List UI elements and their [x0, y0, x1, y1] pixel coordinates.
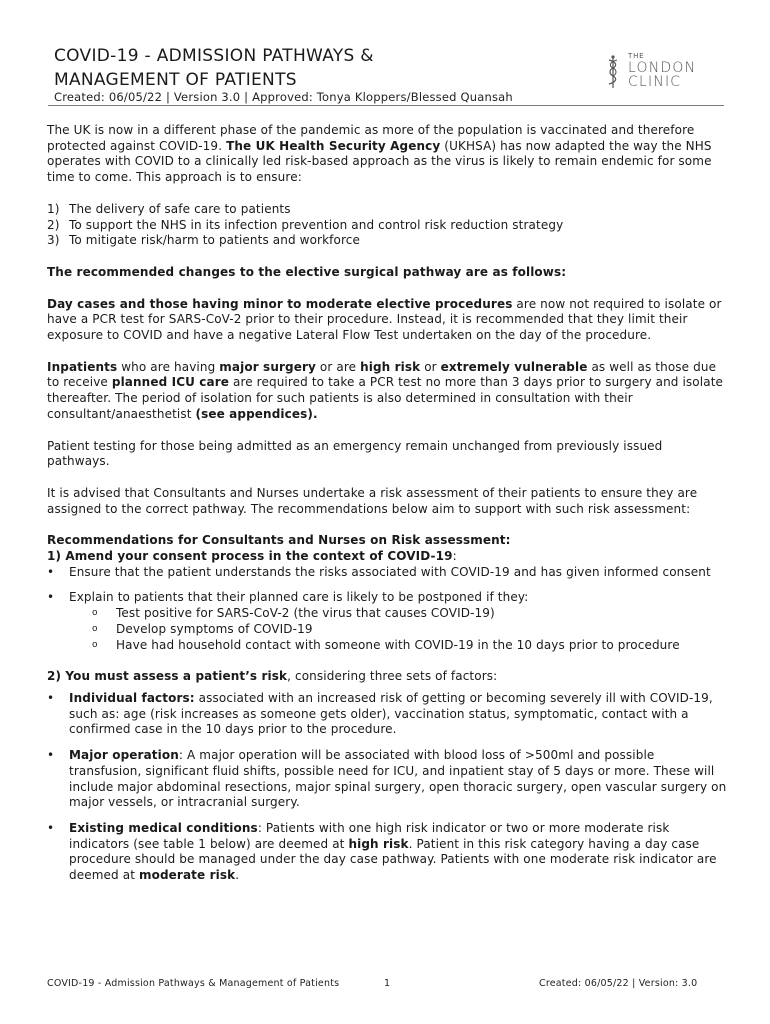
intro-paragraph: The UK is now in a different phase of the pandemic as more of the population is vaccinated and therefore protected against COVID-19. The UK Health Security Agency (UKHSA) has now adapted the way the NHS operates with COVID to a clinically led risk-based approach as the virus is likely to remain endemic for some time to come. This approach is to ensure:	[47, 123, 712, 185]
logo-the-text: THE	[628, 52, 645, 60]
advice-paragraph: It is advised that Consultants and Nurses undertake a risk assessment of their patients to ensure they are assigned to the correct pathway. The recommendations below aim to support with such risk assessment:	[47, 485, 698, 516]
consent-heading: 1) Amend your consent process in the context of COVID-19:	[47, 549, 457, 564]
logo-clinic-text: CLINIC	[628, 74, 682, 90]
aim-item: 2) To support the NHS in its infection prevention and control risk reduction strategy	[47, 217, 564, 232]
title-line-1: COVID-19 - ADMISSION PATHWAYS &	[54, 46, 374, 66]
consent-bullet: • Explain to patients that their planned care is likely to be postponed if they:	[47, 590, 529, 605]
footer-version: Created: 06/05/22 | Version: 3.0	[539, 978, 698, 989]
postpone-item: o Have had household contact with someone with COVID-19 in the 10 days prior to procedure	[92, 637, 680, 652]
risk-factor-bullet: • Individual factors: associated with an increased risk of getting or becoming severely ill with COVID-19, such as: age (risk increases as someone gets older), vaccination status, symptomatic, contact with a confirmed case in the 10 days prior to the procedure.	[47, 690, 713, 737]
london-clinic-logo	[604, 52, 714, 92]
aim-item: 1) The delivery of safe care to patients	[47, 201, 291, 216]
header-divider	[48, 105, 724, 106]
inpatients-paragraph: Inpatients who are having major surgery or are high risk or extremely vulnerable as well as those due to receive planned ICU care are required to take a PCR test no more than 3 days prior to surgery and isolate thereafter. The period of isolation for such patients is also determined in consultation with their consultant/anaesthetist (see appendices).	[47, 359, 724, 421]
risk-factor-bullet: • Existing medical conditions: Patients with one high risk indicator or two or more moderate risk indicators (see table 1 below) are deemed at high risk. Patient in this risk category having a day case procedure should be managed under the day case pathway. Patients with one moderate risk indicator are deemed at moderate risk.	[47, 820, 717, 883]
aim-item: 3) To mitigate risk/harm to patients and workforce	[47, 233, 360, 248]
day-cases-paragraph: Day cases and those having minor to moderate elective procedures are now not required to isolate or have a PCR test for SARS-CoV-2 prior to their procedure. Instead, it is recommended that they limit their exposure to COVID and have a negative Lateral Flow Test undertaken on the day of the procedure.	[47, 296, 722, 343]
consent-bullet: • Ensure that the patient understands the risks associated with COVID-19 and has given informed consent	[47, 564, 711, 579]
risk-factor-bullet: • Major operation: A major operation will be associated with blood loss of >500ml and possible transfusion, significant fluid shifts, possible need for ICU, and inpatient stay of 5 days or more. These will include major abdominal resections, major spinal surgery, open thoracic surgery, open vascular surgery on major vessels, or intracranial surgery.	[47, 748, 727, 810]
document-body	[47, 123, 727, 884]
document-meta: Created: 06/05/22 | Version 3.0 | Approved: Tonya Kloppers/Blessed Quansah	[54, 90, 513, 104]
recommendations-heading: Recommendations for Consultants and Nurses on Risk assessment:	[47, 533, 511, 548]
footer-page-number: 1	[384, 978, 391, 989]
title-line-2: MANAGEMENT OF PATIENTS	[54, 70, 297, 90]
logo-london-text: LONDON	[628, 60, 697, 76]
caduceus-icon	[604, 54, 622, 90]
document-title	[54, 44, 524, 92]
risk-heading: 2) You must assess a patient’s risk, considering three sets of factors:	[47, 669, 498, 684]
postpone-item: o Develop symptoms of COVID-19	[92, 621, 313, 636]
changes-heading: The recommended changes to the elective surgical pathway are as follows:	[47, 264, 567, 279]
footer-document-title: COVID-19 - Admission Pathways & Management of Patients	[47, 978, 340, 989]
postpone-item: o Test positive for SARS-CoV-2 (the virus that causes COVID-19)	[92, 606, 495, 621]
emergency-paragraph: Patient testing for those being admitted as an emergency remain unchanged from previously issued pathways.	[47, 438, 663, 469]
